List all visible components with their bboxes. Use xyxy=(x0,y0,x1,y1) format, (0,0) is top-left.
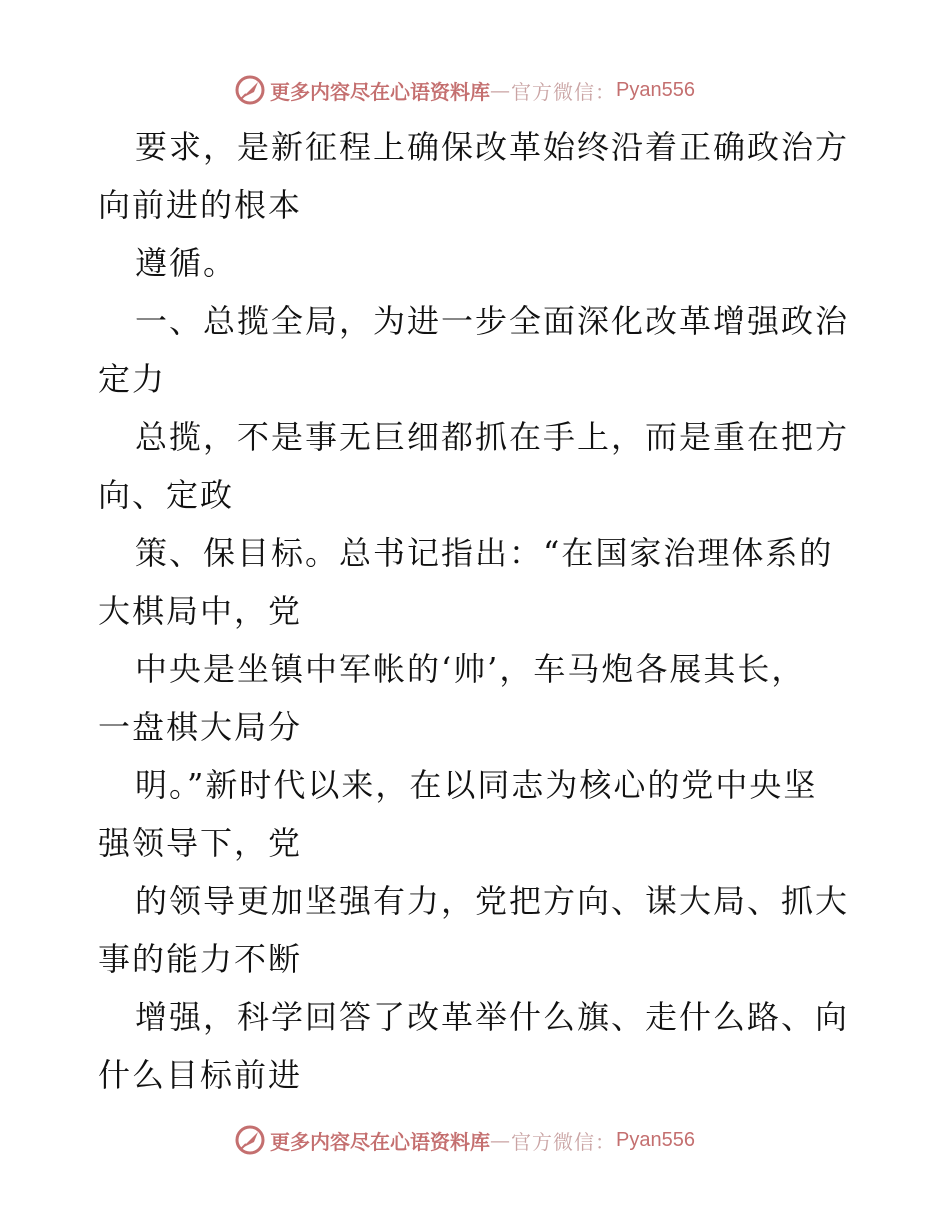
text-line: 向前进的根本 xyxy=(98,186,303,224)
text-line: 事的能力不断 xyxy=(98,940,303,978)
watermark-wechat-label: 官方微信： xyxy=(511,79,616,104)
text-line: 要求，是新征程上确保改革始终沿着正确政治方 xyxy=(135,128,850,166)
text-line: 策、保目标。总书记指出：“在国家治理体系的 xyxy=(135,534,834,572)
watermark-dash: — xyxy=(490,1128,511,1152)
text-line: 的领导更加坚强有力，党把方向、谋大局、抓大 xyxy=(135,882,850,920)
watermark-wechat-label: 官方微信： xyxy=(511,1129,616,1154)
section-heading-line: 定力 xyxy=(98,360,167,398)
text-line: 中央是坐镇中军帐的‘帅’，车马炮各展其长， xyxy=(135,650,806,688)
footer-watermark xyxy=(234,1122,695,1158)
watermark-site: 更多内容尽在心语资料库 xyxy=(270,1129,490,1154)
text-line: 遵循。 xyxy=(135,244,238,282)
watermark-site: 更多内容尽在心语资料库 xyxy=(270,79,490,104)
watermark-wechat-id: Pyan556 xyxy=(616,78,695,101)
header-watermark xyxy=(234,72,695,108)
text-line: 明。”新时代以来，在以同志为核心的党中央坚 xyxy=(135,766,818,804)
text-line: 强领导下，党 xyxy=(98,824,303,862)
watermark-wechat-id: Pyan556 xyxy=(616,1128,695,1151)
text-line: 大棋局中，党 xyxy=(98,592,303,630)
section-heading-line: 一、总揽全局，为进一步全面深化改革增强政治 xyxy=(135,302,850,340)
document-body xyxy=(98,118,858,1104)
watermark-dash: — xyxy=(490,78,511,102)
text-line: 增强，科学回答了改革举什么旗、走什么路、向 xyxy=(135,998,850,1036)
text-line: 一盘棋大局分 xyxy=(98,708,303,746)
text-line: 什么目标前进 xyxy=(98,1056,303,1094)
text-line: 总揽，不是事无巨细都抓在手上，而是重在把方 xyxy=(135,418,850,456)
quill-logo-icon xyxy=(234,1124,266,1156)
quill-logo-icon xyxy=(234,74,266,106)
text-line: 向、定政 xyxy=(98,476,235,514)
